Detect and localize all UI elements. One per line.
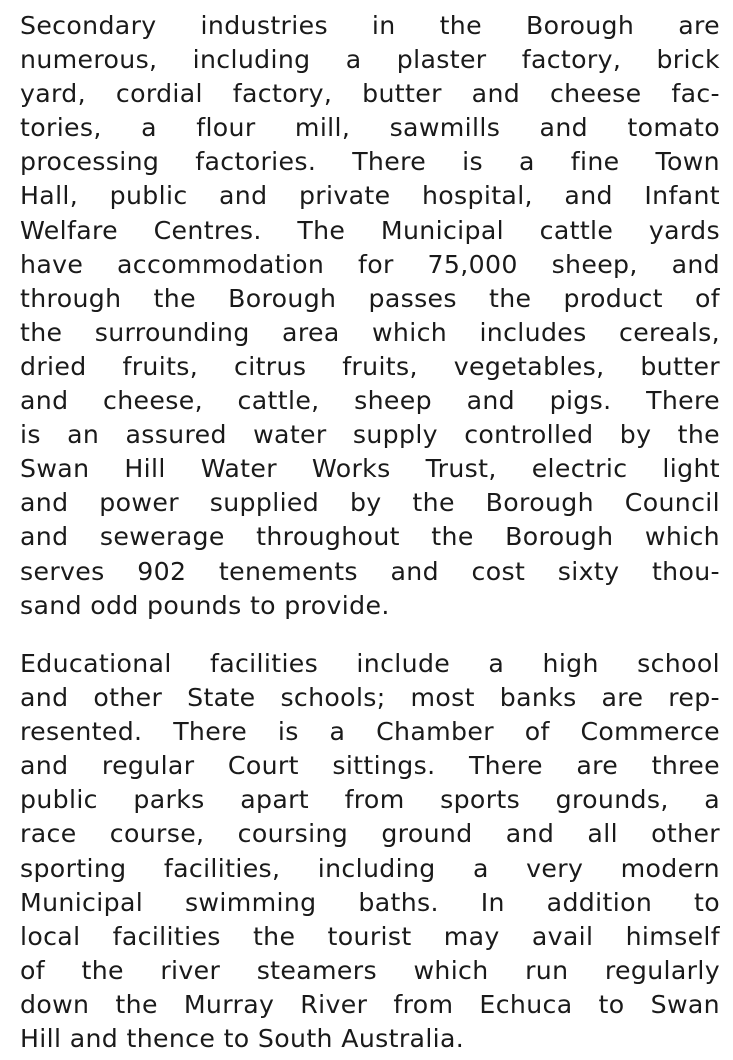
text-line: the surrounding area which includes cereals, [20, 317, 720, 347]
text-line: yard, cordial factory, butter and cheese fac- [20, 79, 720, 109]
text-line: and sewerage throughout the Borough which [20, 522, 720, 552]
text-line: Swan Hill Water Works Trust, electric light [20, 454, 720, 484]
paragraph-industries [20, 9, 720, 623]
text-line: and regular Court sittings. There are three [20, 751, 720, 781]
text-line: public parks apart from sports grounds, a [20, 785, 720, 815]
text-line: have accommodation for 75,000 sheep, and [20, 249, 720, 279]
text-line: and cheese, cattle, sheep and pigs. There [20, 386, 720, 416]
text-line: and other State schools; most banks are rep- [20, 683, 720, 713]
paragraph-facilities [20, 647, 720, 1056]
text-line: through the Borough passes the product of [20, 283, 720, 313]
text-line: of the river steamers which run regularly [20, 955, 720, 985]
text-line: sporting facilities, including a very modern [20, 853, 720, 883]
text-line: Hill and thence to South Australia. [20, 1024, 465, 1054]
text-line: sand odd pounds to provide. [20, 590, 390, 620]
text-line: tories, a flour mill, sawmills and tomato [20, 113, 720, 143]
text-line: Educational facilities include a high school [20, 649, 720, 678]
text-line: is an assured water supply controlled by the [20, 420, 720, 450]
text-line: resented. There is a Chamber of Commerce [20, 717, 720, 747]
text-line: Secondary industries in the Borough are [20, 11, 720, 40]
text-line: Hall, public and private hospital, and Infant [20, 181, 720, 211]
text-line: Welfare Centres. The Municipal cattle yards [20, 215, 720, 245]
text-line: local facilities the tourist may avail himself [20, 921, 720, 951]
text-line: Municipal swimming baths. In addition to [20, 887, 720, 917]
text-line: serves 902 tenements and cost sixty thou- [20, 556, 720, 586]
text-line: dried fruits, citrus fruits, vegetables, butter [20, 351, 720, 381]
text-line: race course, coursing ground and all other [20, 819, 720, 849]
text-line: down the Murray River from Echuca to Swan [20, 989, 720, 1019]
text-line: numerous, including a plaster factory, brick [20, 45, 720, 75]
text-line: processing factories. There is a fine Town [20, 147, 720, 177]
text-line: and power supplied by the Borough Council [20, 488, 720, 518]
